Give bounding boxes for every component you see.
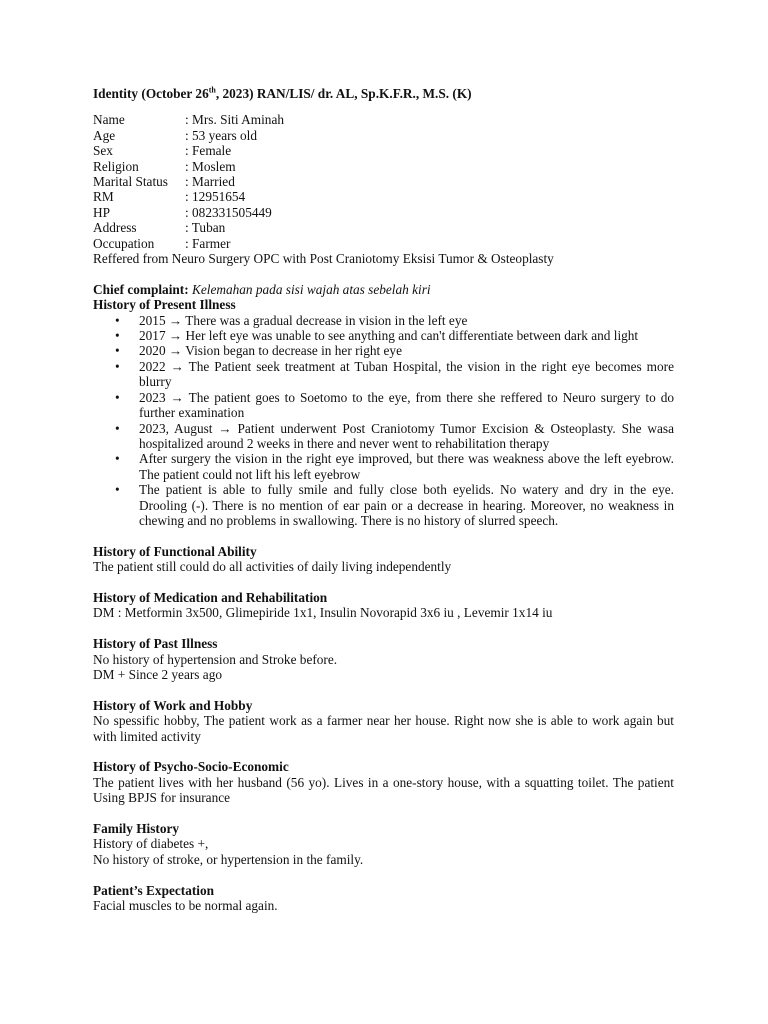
identity-row-sex bbox=[93, 143, 284, 158]
psycho-text: The patient lives with her husband (56 yo). Lives in a one-story house, with a squatting toilet. The patient Using BPJS for insurance bbox=[93, 774, 674, 806]
past-illness-line: No history of hypertension and Stroke before. bbox=[93, 651, 338, 667]
identity-value: : 12951654 bbox=[185, 189, 246, 205]
section-gap bbox=[93, 867, 674, 882]
expectation-text: Facial muscles to be normal again. bbox=[93, 898, 278, 913]
family-line: History of diabetes +, bbox=[93, 836, 209, 852]
identity-row-address bbox=[93, 220, 284, 235]
section-gap bbox=[93, 266, 674, 281]
section-gap bbox=[93, 806, 674, 821]
identity-row-rm bbox=[93, 189, 284, 204]
identity-label: HP bbox=[93, 204, 110, 220]
identity-row-occupation bbox=[93, 236, 284, 251]
hpi-list bbox=[93, 313, 674, 529]
title-superscript: th bbox=[208, 85, 216, 95]
identity-value: : 082331505449 bbox=[185, 204, 272, 220]
functional-heading: History of Functional Ability bbox=[93, 543, 257, 559]
psycho-heading: History of Psycho-Socio-Economic bbox=[93, 759, 289, 775]
identity-label: Marital Status bbox=[93, 174, 168, 190]
document-page bbox=[93, 86, 674, 913]
identity-value: : Married bbox=[185, 174, 235, 190]
chief-complaint-text: Kelemahan pada sisi wajah atas sebelah kiri bbox=[191, 281, 431, 297]
past-illness-line: DM + Since 2 years ago bbox=[93, 666, 222, 682]
identity-label: Name bbox=[93, 112, 125, 128]
functional-text: The patient still could do all activities of daily living independently bbox=[93, 559, 452, 575]
hpi-item: • 2023, August → Patient underwent Post Craniotomy Tumor Excision & Osteoplasty. She wasa hospitalized around 2 weeks in there and never went to rehabilitation therapy bbox=[139, 421, 674, 452]
identity-label: Age bbox=[93, 127, 116, 143]
hpi-item: • 2020 → Vision began to decrease in her right eye bbox=[139, 343, 674, 358]
chief-complaint bbox=[93, 282, 674, 297]
identity-label: Sex bbox=[93, 143, 113, 159]
identity-value: : Tuban bbox=[185, 220, 226, 236]
identity-value: : 53 years old bbox=[185, 127, 258, 143]
identity-table bbox=[93, 112, 284, 251]
hpi-heading: History of Present Illness bbox=[93, 297, 236, 313]
expectation-heading: Patient’s Expectation bbox=[93, 882, 215, 898]
work-heading: History of Work and Hobby bbox=[93, 697, 253, 713]
past-illness-heading: History of Past Illness bbox=[93, 636, 218, 652]
identity-label: Occupation bbox=[93, 235, 155, 251]
section-gap bbox=[93, 575, 674, 590]
identity-value: : Moslem bbox=[185, 158, 236, 174]
identity-label: Address bbox=[93, 220, 137, 236]
family-line: No history of stroke, or hypertension in the family. bbox=[93, 851, 364, 867]
medication-text: DM : Metformin 3x500, Glimepiride 1x1, Insulin Novorapid 3x6 iu , Levemir 1x14 iu bbox=[93, 605, 553, 621]
hpi-item: • 2017 → Her left eye was unable to see anything and can't differentiate between dark and light bbox=[139, 328, 674, 343]
hpi-item: • 2023 → The patient goes to Soetomo to the eye, from there she reffered to Neuro surgery to do further examination bbox=[139, 390, 674, 421]
section-gap bbox=[93, 682, 674, 697]
identity-value: : Mrs. Siti Aminah bbox=[185, 112, 284, 128]
identity-row-hp bbox=[93, 205, 284, 220]
hpi-item: • 2015 → There was a gradual decrease in vision in the left eye bbox=[139, 313, 674, 328]
identity-row-marital-status bbox=[93, 174, 284, 189]
document-title bbox=[93, 86, 674, 101]
work-text: No spessific hobby, The patient work as a farmer near her house. Right now she is able to work again but with limited activity bbox=[93, 713, 674, 744]
chief-complaint-label: Chief complaint: bbox=[93, 281, 189, 297]
identity-row-age bbox=[93, 128, 284, 143]
referral-text: Reffered from Neuro Surgery OPC with Post Craniotomy Eksisi Tumor & Osteoplasty bbox=[93, 251, 554, 267]
identity-value: : Farmer bbox=[185, 235, 231, 251]
section-gap bbox=[93, 744, 674, 759]
section-gap bbox=[93, 528, 674, 543]
medication-heading: History of Medication and Rehabilitation bbox=[93, 589, 328, 605]
section-gap bbox=[93, 621, 674, 636]
family-heading: Family History bbox=[93, 820, 180, 836]
identity-label: Religion bbox=[93, 158, 139, 174]
hpi-item: • The patient is able to fully smile and fully close both eyelids. No watery and dry in the eye. Drooling (-). There is no mention of ear pain or a decrease in hearing. Moreover, no weakness in chewing and no problems in swallowing. There is no history of slurred speech. bbox=[139, 482, 674, 528]
identity-label: RM bbox=[93, 189, 114, 205]
title-prefix: Identity (October 26 bbox=[93, 86, 209, 101]
hpi-item: • 2022 → The Patient seek treatment at Tuban Hospital, the vision in the right eye becomes more blurry bbox=[139, 359, 674, 390]
title-suffix: , 2023) RAN/LIS/ dr. AL, Sp.K.F.R., M.S. (K) bbox=[215, 86, 472, 101]
identity-value: : Female bbox=[185, 143, 232, 159]
identity-row-name bbox=[93, 112, 284, 127]
hpi-item: • After surgery the vision in the right eye improved, but there was weakness above the left eyebrow. The patient could not lift his left eyebrow bbox=[139, 451, 674, 482]
identity-row-religion bbox=[93, 159, 284, 174]
